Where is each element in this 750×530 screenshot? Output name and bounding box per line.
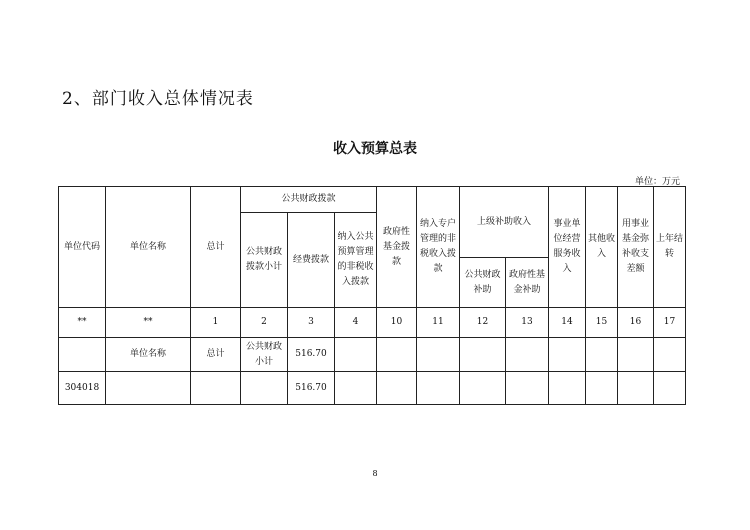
header-budget-managed-nontax: 纳入公共预算管理的非税收入拨款 (335, 213, 377, 308)
index-cell: 15 (586, 308, 618, 338)
header-operating-allocation: 经费拨款 (288, 213, 335, 308)
index-cell: 4 (335, 308, 377, 338)
empty-cell (618, 338, 654, 372)
empty-cell (654, 338, 686, 372)
index-cell: 12 (460, 308, 506, 338)
index-cell: 10 (377, 308, 417, 338)
empty-cell (460, 338, 506, 372)
unit-code-cell: 304018 (59, 372, 106, 405)
index-cell: 14 (549, 308, 586, 338)
public-finance-subtotal-cell (241, 372, 288, 405)
empty-cell (618, 372, 654, 405)
total-cell (191, 372, 241, 405)
unit-name-cell: 单位名称 (106, 338, 191, 372)
header-public-finance-subtotal: 公共财政拨款小计 (241, 213, 288, 308)
unit-note: 单位：万元 (634, 177, 680, 187)
empty-cell (460, 372, 506, 405)
empty-cell (586, 338, 618, 372)
operating-allocation-cell: 516.70 (288, 372, 335, 405)
header-superior-subsidy-group: 上级补助收入 (460, 187, 549, 258)
index-cell: ** (59, 308, 106, 338)
empty-cell (377, 338, 417, 372)
header-prior-year-carryover: 上年结转 (654, 187, 686, 308)
index-cell: 13 (506, 308, 549, 338)
empty-cell (335, 372, 377, 405)
income-budget-table (58, 186, 686, 405)
empty-cell (506, 338, 549, 372)
table-row (59, 372, 686, 405)
empty-cell (586, 372, 618, 405)
header-gov-fund: 政府性基金拨款 (377, 187, 417, 308)
empty-cell (549, 338, 586, 372)
unit-name-cell (106, 372, 191, 405)
header-public-finance-group: 公共财政拨款 (241, 187, 377, 213)
index-cell: 17 (654, 308, 686, 338)
table-title: 收入预算总表 (333, 141, 417, 157)
header-special-account-nontax: 纳入专户管理的非税收入拨款 (417, 187, 460, 308)
index-cell: ** (106, 308, 191, 338)
index-cell: 16 (618, 308, 654, 338)
header-superior-gov-fund: 政府性基金补助 (506, 258, 549, 308)
empty-cell (335, 338, 377, 372)
empty-cell (549, 372, 586, 405)
empty-cell (417, 372, 460, 405)
header-business-income: 事业单位经营服务收入 (549, 187, 586, 308)
total-cell: 总计 (191, 338, 241, 372)
header-superior-public-finance: 公共财政补助 (460, 258, 506, 308)
index-cell: 2 (241, 308, 288, 338)
operating-allocation-cell: 516.70 (288, 338, 335, 372)
header-unit-name: 单位名称 (106, 187, 191, 308)
header-fund-supplement: 用事业基金弥补收支差额 (618, 187, 654, 308)
index-cell: 3 (288, 308, 335, 338)
header-unit-code: 单位代码 (59, 187, 106, 308)
public-finance-subtotal-cell: 公共财政小计 (241, 338, 288, 372)
index-cell: 1 (191, 308, 241, 338)
index-row (59, 308, 686, 338)
empty-cell (654, 372, 686, 405)
empty-cell (377, 372, 417, 405)
empty-cell (417, 338, 460, 372)
header-other-income: 其他收入 (586, 187, 618, 308)
empty-cell (506, 372, 549, 405)
section-heading: 2、部门收入总体情况表 (62, 89, 254, 109)
header-total: 总计 (191, 187, 241, 308)
header-row (59, 187, 686, 213)
page-number: 8 (372, 469, 378, 478)
unit-code-cell (59, 338, 106, 372)
index-cell: 11 (417, 308, 460, 338)
table-row (59, 338, 686, 372)
